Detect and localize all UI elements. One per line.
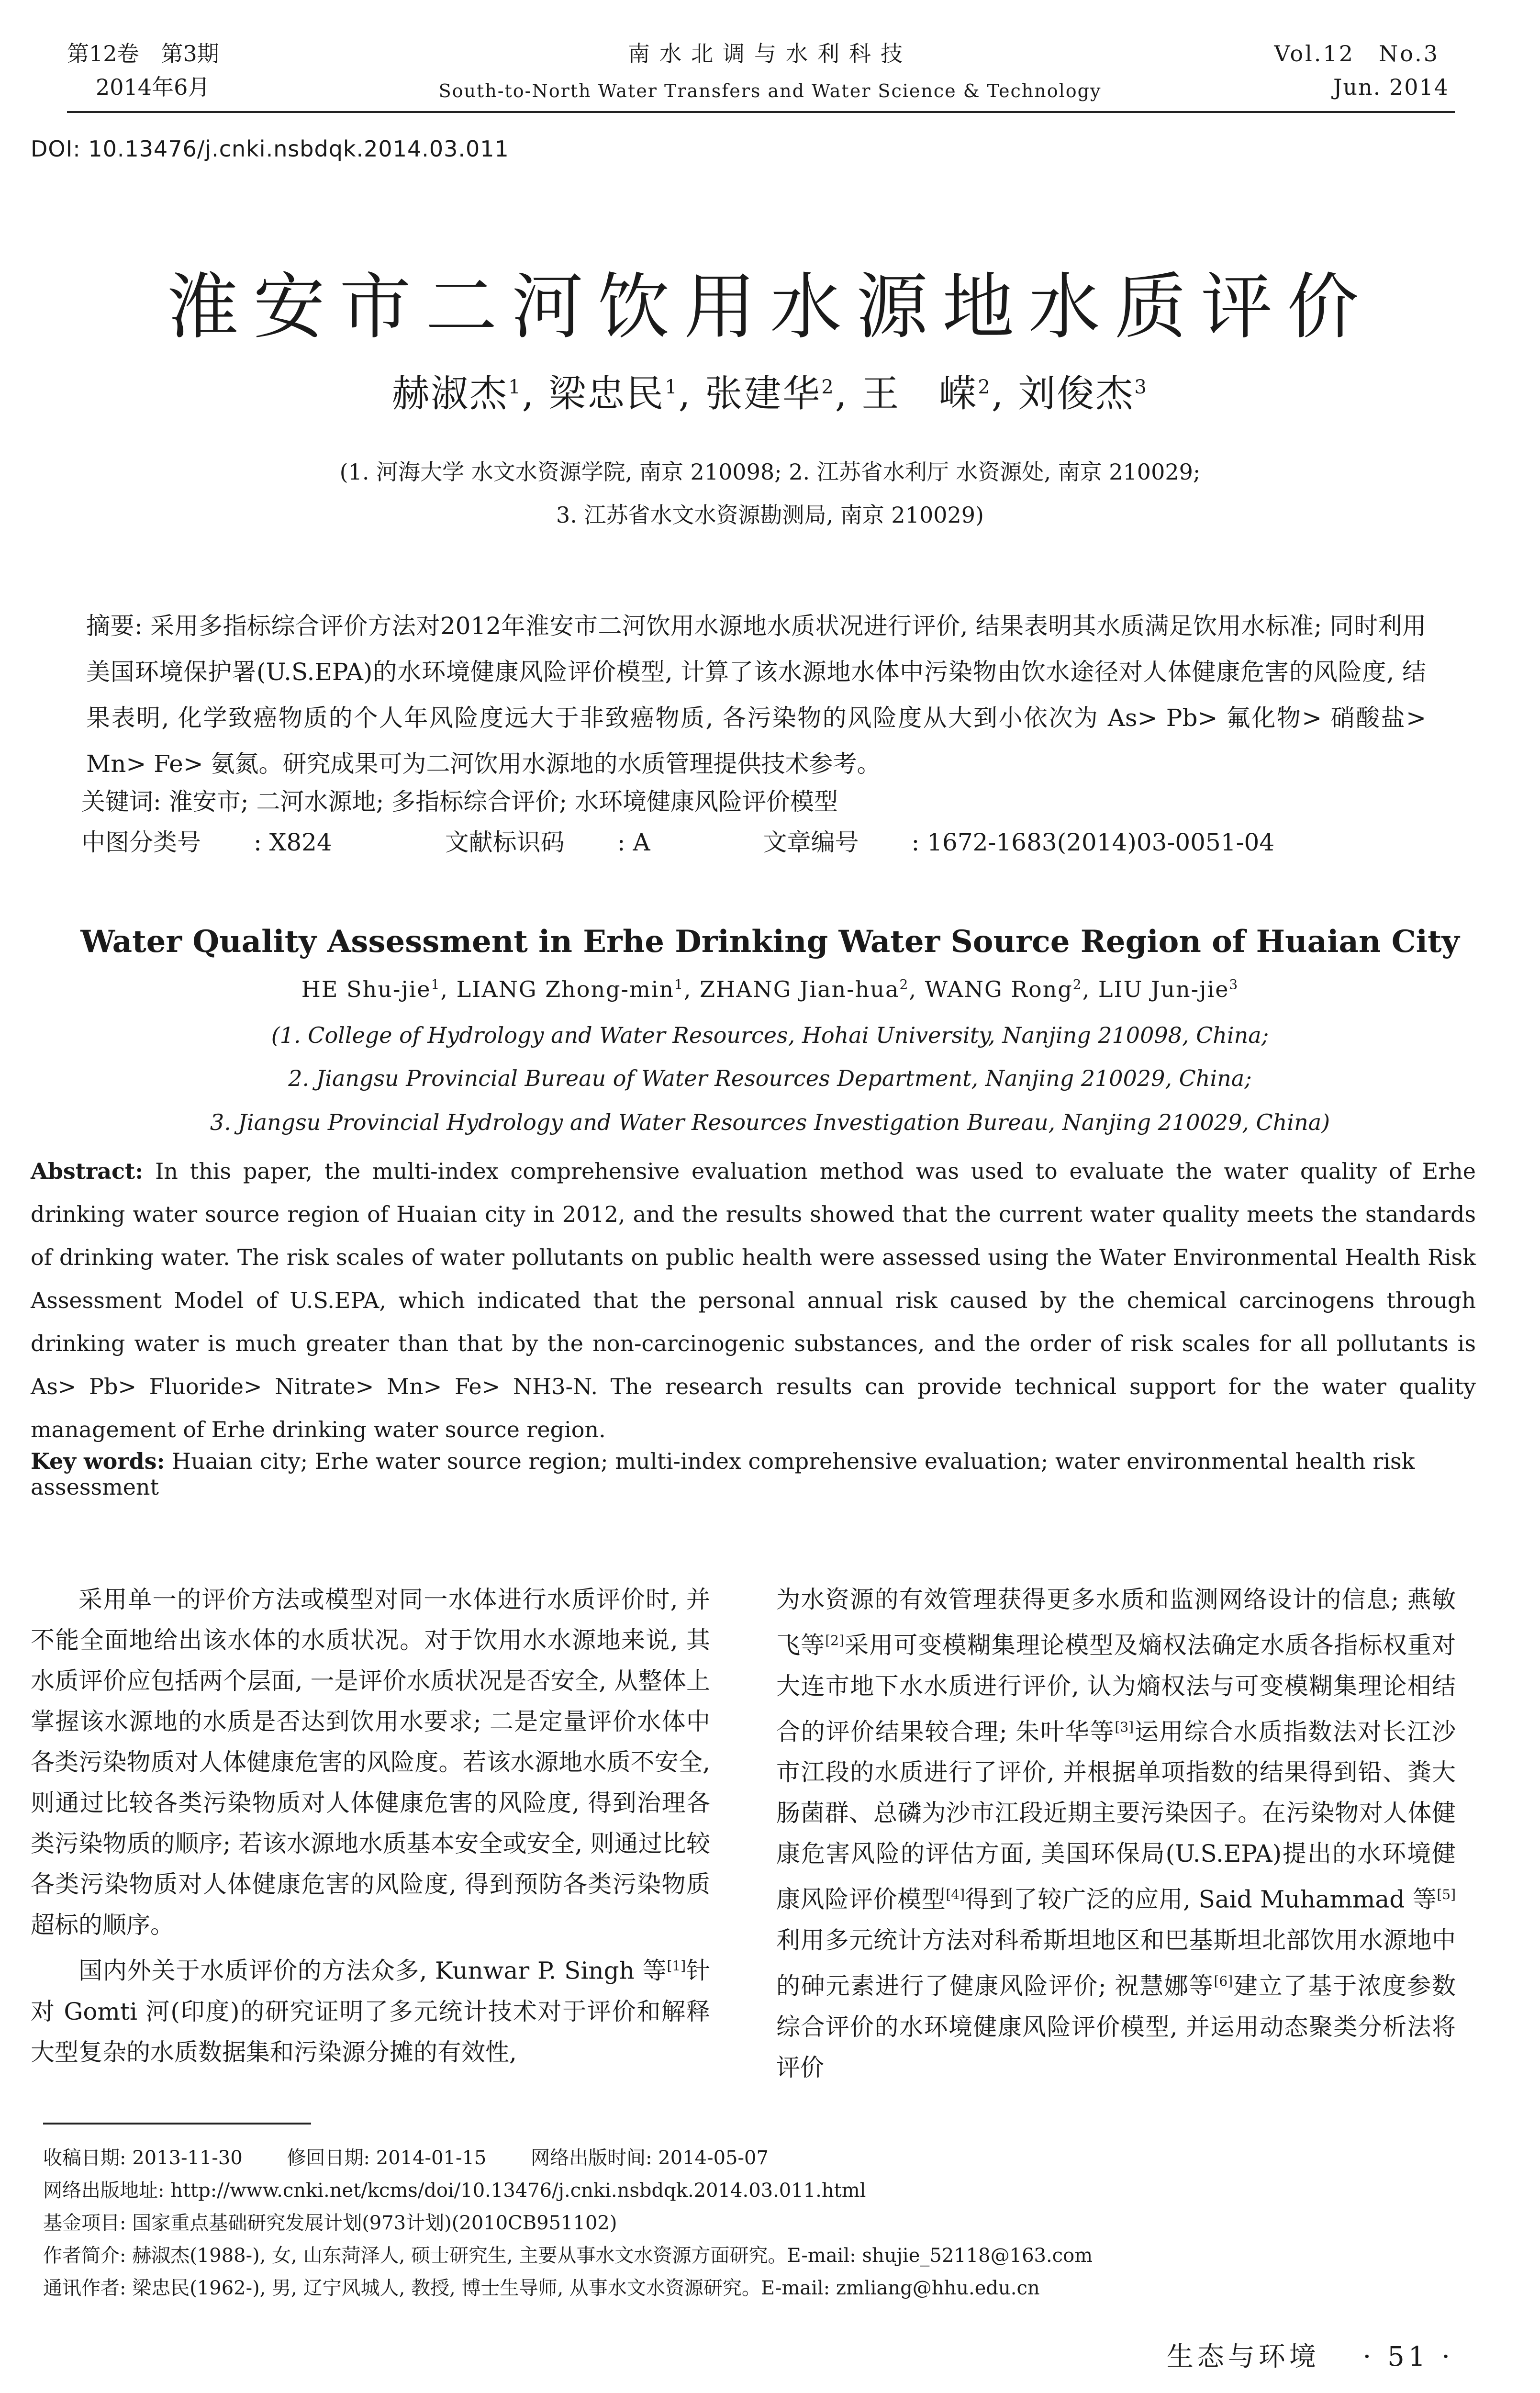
en-affiliation: 2. Jiangsu Provincial Bureau of Water Resources Department, Nanjing 210029, China; bbox=[288, 1065, 1252, 1091]
body-paragraph bbox=[31, 1946, 710, 2073]
date-cn: 2014年6月 bbox=[96, 74, 210, 100]
clc-number: 中图分类号 : X824 bbox=[81, 828, 332, 856]
volume-issue-en: Vol.12 No.3 bbox=[1274, 41, 1440, 67]
cn-author: 王 嵘 bbox=[861, 372, 978, 415]
footnote-author-bio: 作者简介: 赫淑杰(1988-), 女, 山东菏泽人, 硕士研究生, 主要从事水文水资源方面研究。E-mail: shujie_52118@163.com bbox=[43, 2245, 1093, 2267]
body-text: 为水资源的有效管理获得更多水质和监测网络设计的信息; 燕敏飞等 bbox=[776, 1586, 1456, 1659]
date-en: Jun. 2014 bbox=[1333, 74, 1449, 100]
citation: [3] bbox=[1115, 1719, 1134, 1735]
cn-author: 张建华 bbox=[705, 372, 822, 415]
en-author-aff: 2 bbox=[1072, 976, 1082, 993]
online-url-link[interactable]: http://www.cnki.net/kcms/doi/10.13476/j.cnki.nsbdqk.2014.03.011.html bbox=[170, 2180, 866, 2202]
online-date: 2014-05-07 bbox=[658, 2147, 769, 2169]
body-text: 运用综合水质指数法对长江沙市江段的水质进行了评价, 并根据单项指数的结果得到铅、粪大肠菌群、总磷为沙市江段近期主要污染因子。在污染物对人体健康危害风险的评估方面, 美国环保局(U.S.EPA)提出的水环境健康风险评价模型 bbox=[776, 1718, 1456, 1913]
footnote-url: 网络出版地址: http://www.cnki.net/kcms/doi/10.13476/j.cnki.nsbdqk.2014.03.011.html bbox=[43, 2180, 866, 2202]
corresponding-label: 通讯作者 bbox=[43, 2277, 120, 2299]
cn-author-list: 赫淑杰$^1$, 梁忠民$^1$, 张建华$^2$, 王 嵘$^2$, 刘俊杰$^3$ bbox=[392, 372, 1148, 415]
cn-author: 赫淑杰 bbox=[392, 372, 509, 415]
doc-code-value: A bbox=[633, 828, 650, 856]
en-keywords bbox=[31, 1448, 1505, 1500]
footnote-dates: 收稿日期: 2013-11-30 修回日期: 2014-01-15 网络出版时间: 2014-05-07 bbox=[43, 2147, 769, 2169]
cn-keywords-label: 关键词 bbox=[81, 788, 153, 816]
received-date: 2013-11-30 bbox=[132, 2147, 243, 2169]
cn-abstract-text: 采用多指标综合评价方法对2012年淮安市二河饮用水源地水质状况进行评价, 结果表明其水质满足饮用水标准; 同时利用美国环境保护署(U.S.EPA)的水环境健康风险评价模型, 计算了该水源地水体中污染物由饮水途径对人体健康危害的风险度, 结果表明, 化学致癌物质的个人年风险度远大于非致癌物质, 各污染物的风险度从大到小依次为 As> Pb> 氟化物> 硝酸盐> Mn> Fe> 氨氮。研究成果可为二河饮用水源地的水质管理提供技术参考。 bbox=[86, 612, 1426, 778]
en-author: WANG Rong bbox=[925, 976, 1073, 1002]
cn-author-aff: 1 bbox=[665, 376, 679, 398]
en-author-aff: 1 bbox=[431, 976, 441, 993]
clc-value: X824 bbox=[269, 828, 332, 856]
en-keywords-text: Huaian city; Erhe water source region; multi-index comprehensive evaluation; water environmental health risk assessment bbox=[31, 1448, 1415, 1500]
doi: DOI: 10.13476/j.cnki.nsbdqk.2014.03.011 bbox=[31, 136, 509, 162]
url-label: 网络出版地址 bbox=[43, 2180, 158, 2202]
corresponding-text: 梁忠民(1962-), 男, 辽宁风城人, 教授, 博士生导师, 从事水文水资源研究。E-mail: zmliang@hhu.edu.cn bbox=[132, 2277, 1040, 2299]
body-text: 得到了较广泛的应用, Said Muhammad 等 bbox=[965, 1885, 1437, 1913]
en-keywords-label: Key words: bbox=[31, 1448, 165, 1474]
body-right-column bbox=[776, 1579, 1456, 2088]
cn-classification bbox=[81, 823, 1380, 858]
cn-author: 梁忠民 bbox=[548, 372, 665, 415]
en-title: Water Quality Assessment in Erhe Drinking Water Source Region of Huaian City bbox=[80, 924, 1460, 960]
fund-text: 国家重点基础研究发展计划(973计划)(2010CB951102) bbox=[132, 2212, 617, 2234]
fund-label: 基金项目 bbox=[43, 2212, 120, 2234]
article-id: 文章编号 : 1672-1683(2014)03-0051-04 bbox=[763, 828, 1275, 856]
footnote-divider bbox=[43, 2123, 311, 2125]
section-name: 生态与环境 bbox=[1166, 2341, 1320, 2372]
article-id-value: 1672-1683(2014)03-0051-04 bbox=[927, 828, 1275, 856]
en-author-list: HE Shu-jie$^1$, LIANG Zhong-$\min^1$, ZHANG Jian-hua$^2$, WANG Rong$^2$, LIU Jun-jie$^3$ bbox=[301, 976, 1239, 1002]
revised-date: 2014-01-15 bbox=[376, 2147, 487, 2169]
citation: [4] bbox=[946, 1887, 965, 1903]
cn-affiliation: 3. 江苏省水文水资源勘测局, 南京 210029) bbox=[556, 502, 984, 528]
cn-abstract: 摘要: 采用多指标综合评价方法对2012年淮安市二河饮用水源地水质状况进行评价, 结果表明其水质满足饮用水标准; 同时利用美国环境保护署(U.S.EPA)的水环境健康风险评价模型, 计算了该水源地水体中污染物由饮水途径对人体健康危害的风险度, 结果表明, 化学致癌物质的个人年风险度远大于非致癌物质, 各污染物的风险度从大到小依次为 As> Pb> 氟化物> 硝酸盐> Mn> Fe> 氨氮。研究成果可为二河饮用水源地的水质管理提供技术参考。 bbox=[86, 612, 1426, 778]
page-number: · 51 · bbox=[1362, 2341, 1454, 2372]
cn-author-aff: 1 bbox=[508, 376, 522, 398]
cn-abstract-label: 摘要 bbox=[86, 612, 134, 640]
author-bio-text: 赫淑杰(1988-), 女, 山东菏泽人, 硕士研究生, 主要从事水文水资源方面研究。E-mail: shujie_52118@163.com bbox=[132, 2245, 1093, 2267]
volume-issue-cn: 第12卷 第3期 bbox=[67, 41, 219, 67]
body-text: 国内外关于水质评价的方法众多, Kunwar P. Singh 等 bbox=[78, 1957, 667, 1985]
en-author-aff: 2 bbox=[899, 976, 909, 993]
article-id-label: 文章编号 bbox=[763, 828, 859, 856]
cn-author-aff: 2 bbox=[978, 376, 992, 398]
body-text: 采用可变模糊集理论模型及熵权法确定水质各指标权重对大连市地下水水质进行评价, 认为熵权法与可变模糊集理论相结合的评价结果较合理; 朱叶华等 bbox=[776, 1631, 1456, 1746]
en-affiliation: (1. College of Hydrology and Water Resources, Hohai University, Nanjing 210098, China; bbox=[271, 1022, 1269, 1048]
cn-author: 刘俊杰 bbox=[1018, 372, 1135, 415]
citation: [6] bbox=[1214, 1973, 1233, 1989]
body-text: 针对 Gomti 河(印度)的研究证明了多元统计技术对于评价和解释大型复杂的水质数据集和污染源分摊的有效性, bbox=[31, 1957, 711, 2066]
footnotes bbox=[43, 2142, 1479, 2304]
citation: [5] bbox=[1437, 1887, 1456, 1903]
cn-affiliation: (1. 河海大学 水文水资源学院, 南京 210098; 2. 江苏省水利厅 水资源处, 南京 210029; bbox=[339, 459, 1201, 485]
en-author: HE Shu-jie bbox=[301, 976, 431, 1002]
en-author-aff: 3 bbox=[1229, 976, 1239, 993]
body-paragraph bbox=[776, 1579, 1456, 2088]
author-bio-label: 作者简介 bbox=[43, 2245, 120, 2267]
en-author: LIU Jun-jie bbox=[1098, 976, 1229, 1002]
en-abstract-label: Abstract: bbox=[31, 1158, 144, 1184]
journal-title-cn: 南水北调与水利科技 bbox=[628, 41, 912, 67]
document-code: 文献标识码 : A bbox=[445, 828, 650, 856]
cn-keywords: 关键词: 淮安市; 二河水源地; 多指标综合评价; 水环境健康风险评价模型 bbox=[81, 788, 838, 816]
body-left-column bbox=[31, 1579, 710, 2073]
citation: [2] bbox=[825, 1633, 844, 1648]
body-text: 建立了基于浓度参数综合评价的水环境健康风险评价模型, 并运用动态聚类分析法将评价 bbox=[776, 1972, 1456, 2081]
cn-keywords-text: 淮安市; 二河水源地; 多指标综合评价; 水环境健康风险评价模型 bbox=[168, 788, 838, 816]
cn-author-aff: 3 bbox=[1134, 376, 1148, 398]
revised-label: 修回日期 bbox=[287, 2147, 364, 2169]
cn-author-aff: 2 bbox=[821, 376, 835, 398]
received-label: 收稿日期 bbox=[43, 2147, 120, 2169]
body-paragraph: 采用单一的评价方法或模型对同一水体进行水质评价时, 并不能全面地给出该水体的水质状况。对于饮用水水源地来说, 其水质评价应包括两个层面, 一是评价水质状况是否安全, 从整体上掌握该水源地的水质是否达到饮用水要求; 二是定量评价水体中各类污染物质对人体健康危害的风险度。若该水源地水质不安全, 则通过比较各类污染物质对人体健康危害的风险度, 得到治理各类污染物质的顺序; 若该水源地水质基本安全或安全, 则通过比较各类污染物质对人体健康危害的风险度, 得到预防各类污染物质超标的顺序。 bbox=[31, 1586, 710, 1939]
page-footer bbox=[1167, 2336, 1454, 2374]
en-author: LIANG Zhong-min bbox=[456, 976, 675, 1002]
doc-code-label: 文献标识码 bbox=[445, 828, 565, 856]
footnote-fund: 基金项目: 国家重点基础研究发展计划(973计划)(2010CB951102) bbox=[43, 2212, 617, 2234]
en-author: ZHANG Jian-hua bbox=[700, 976, 900, 1002]
en-abstract-text: In this paper, the multi-index comprehensive evaluation method was used to evaluate the water quality of Erhe drinking water source region of Huaian city in 2012, and the results showed that the current water quality meets the standards of drinking water. The risk scales of water pollutants on public health were assessed using the Water Environmental Health Risk Assessment Model of U.S.EPA, which indicated that the personal annual risk caused by the chemical carcinogens through drinking water is much greater than that by the non-carcinogenic substances, and the order of risk scales for all pollutants is As> Pb> Fluoride> Nitrate> Mn> Fe> NH3-N. The research results can provide technical support for the water quality management of Erhe drinking water source region. bbox=[31, 1158, 1476, 1443]
citation: [1] bbox=[667, 1958, 686, 1974]
clc-label: 中图分类号 bbox=[81, 828, 201, 856]
journal-title-en: South-to-North Water Transfers and Water Science & Technology bbox=[438, 80, 1102, 101]
header-divider bbox=[67, 111, 1455, 113]
body-text: 利用多元统计方法对科希斯坦地区和巴基斯坦北部饮用水源地中的砷元素进行了健康风险评价; 祝慧娜等 bbox=[776, 1926, 1456, 2000]
en-abstract bbox=[31, 1150, 1476, 1451]
en-affiliation: 3. Jiangsu Provincial Hydrology and Water Resources Investigation Bureau, Nanjing 210029, China) bbox=[210, 1109, 1330, 1135]
cn-title: 淮安市二河饮用水源地水质评价 bbox=[167, 266, 1373, 349]
footnote-corresponding: 通讯作者: 梁忠民(1962-), 男, 辽宁风城人, 教授, 博士生导师, 从事水文水资源研究。E-mail: zmliang@hhu.edu.cn bbox=[43, 2277, 1040, 2299]
en-author-aff: 1 bbox=[674, 976, 684, 993]
online-label: 网络出版时间 bbox=[531, 2147, 646, 2169]
